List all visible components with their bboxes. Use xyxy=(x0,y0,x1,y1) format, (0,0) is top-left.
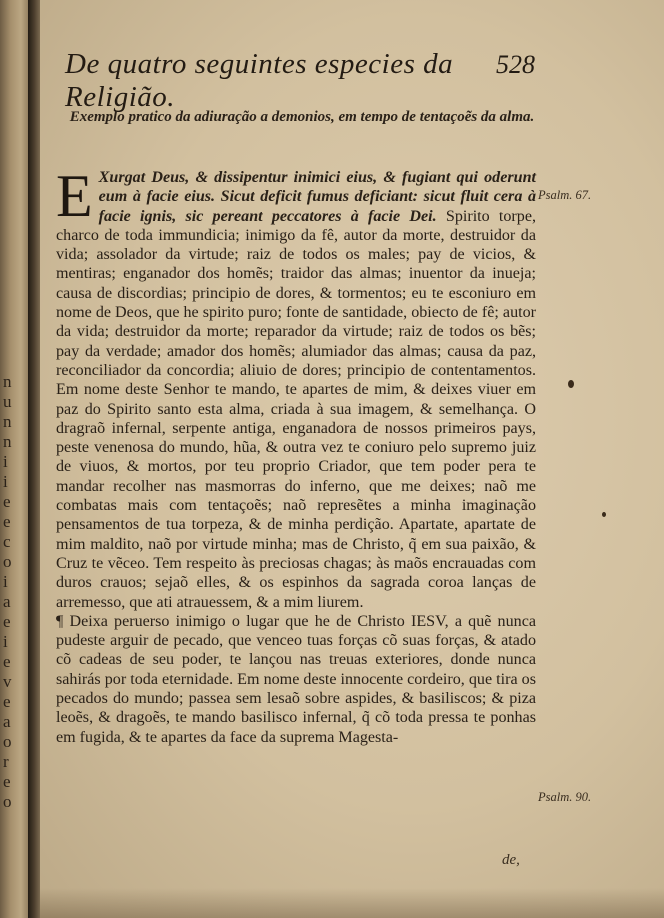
catchword: de, xyxy=(502,852,520,868)
page-shadow xyxy=(40,888,664,918)
latin-quotation: Xurgat Deus, & dissipentur inimici eius, & fugiant qui oderunt eum à facie eius. Sicut deficit fumus deficiant: sicut fluit cera à facie ignis, sic pereant peccatores à facie Dei. xyxy=(98,169,536,225)
prev-page-letter: n xyxy=(3,372,12,391)
page-number: 528 xyxy=(496,50,535,79)
margin-note-psalm-67: Psalm. 67. xyxy=(538,188,592,202)
paragraph-exorcism-1: Spirito torpe, charco de toda immundicia; inimigo da fê, autor da morte, destruidor da vida; assolador da virtude; raiz de todos os males; pay de vicios, & mentiras; enganador dos homẽs; traidor das almas; inuentor da inueja; causa de discordias; principio de dores, & tormentos; eu te esconiuro em nome de Deos, que he spirito puro; fonte de santidade, obiecto de fê; autor da vida; destruidor da morte; reparador da virtude; raiz de todos os bẽs; pay da verdade; amador dos homẽs; alumiador das almas; causa da paz, reconciliador da concordia; aliuio de dores; principio de contentamentos. Em nome deste Senhor te mando, te apartes de mim, & deixes viuer em paz do Spirito santo esta alma, criada à sua imagem, & semelhança. O dragraõ infernal, serpente antiga, enganadora de nossos primeiros pays, peste venenosa do mundo, hũa, & outra vez te coniuro pelo supremo juiz de viuos, & mortos, por teu proprio Criador, que tem poder pera te mandar recolher nas masmorras do inferno, que me deixes; naõ me combatas mais com tentaçoẽs; naõ represẽtes a minha imaginação pensamentos de tua torpeza, & de minha perdição. Apartate, apartate de mim maldito, naõ por virtude minha; mas de Christo, q̃ em sua paixão, & Cruz te vẽceo. Tem respeito às preciosas chagas; às maõs encrauadas com duros crauos; sejaõ elles, & os espinhos da sagrada coroa lanças de arremesso, que ati atrauessem, & a mim liurem. xyxy=(56,207,536,611)
body-text xyxy=(56,163,536,747)
prev-page-letter: i xyxy=(3,632,8,651)
prev-page-letter: e xyxy=(3,652,11,671)
prev-page-letter: c xyxy=(3,532,11,551)
prev-page-letter: n xyxy=(3,432,12,451)
prev-page-letter: e xyxy=(3,772,11,791)
prev-page-letter: i xyxy=(3,572,8,591)
prev-page-letter: v xyxy=(3,672,12,691)
ink-spot xyxy=(602,512,606,517)
prev-page-letter: o xyxy=(3,552,12,571)
prev-page-letter: e xyxy=(3,492,11,511)
previous-page-edge xyxy=(0,0,30,918)
prev-page-letter: i xyxy=(3,452,8,471)
prev-page-letter: r xyxy=(3,752,9,771)
prev-page-letter: o xyxy=(3,732,12,751)
drop-capital: E xyxy=(56,163,93,229)
prev-page-letter: u xyxy=(3,392,12,411)
section-caption: Exemplo pratico da adiuração a demonios, em tempo de tentaçoẽs da alma. xyxy=(69,109,535,125)
paragraph-mark: ¶ xyxy=(56,612,64,630)
prev-page-letter: o xyxy=(3,792,12,811)
prev-page-letter: a xyxy=(3,712,11,731)
prev-page-letter: i xyxy=(3,472,8,491)
paragraph-exorcism-2: Deixa peruerso inimigo o lugar que he de Christo IESV, a quẽ nunca pudeste arguir de pecado, que venceo tuas forças cõ suas forças, & atado cõ cadeas de seu poder, te lançou nas treuas exteriores, donde nunca sahirás por toda eternidade. Em nome deste innocente cordeiro, que tira os pecados do mundo; passea sem lesaõ sobre aspides, & basiliscos; & piza leoẽs, & dragoẽs, te mando basilisco infernal, q̃ cõ toda pressa te ponhas em fugida, & te apartes da face da suprema Magesta- xyxy=(56,612,536,746)
running-header: De quatro seguintes especies da Religião. xyxy=(65,48,454,113)
ink-spot xyxy=(568,380,574,388)
book-page xyxy=(40,0,664,918)
prev-page-letter: e xyxy=(3,612,11,631)
prev-page-letter: e xyxy=(3,512,11,531)
prev-page-letter: a xyxy=(3,592,11,611)
margin-note-psalm-90: Psalm. 90. xyxy=(538,790,592,804)
prev-page-letter: e xyxy=(3,692,11,711)
prev-page-letter: n xyxy=(3,412,12,431)
